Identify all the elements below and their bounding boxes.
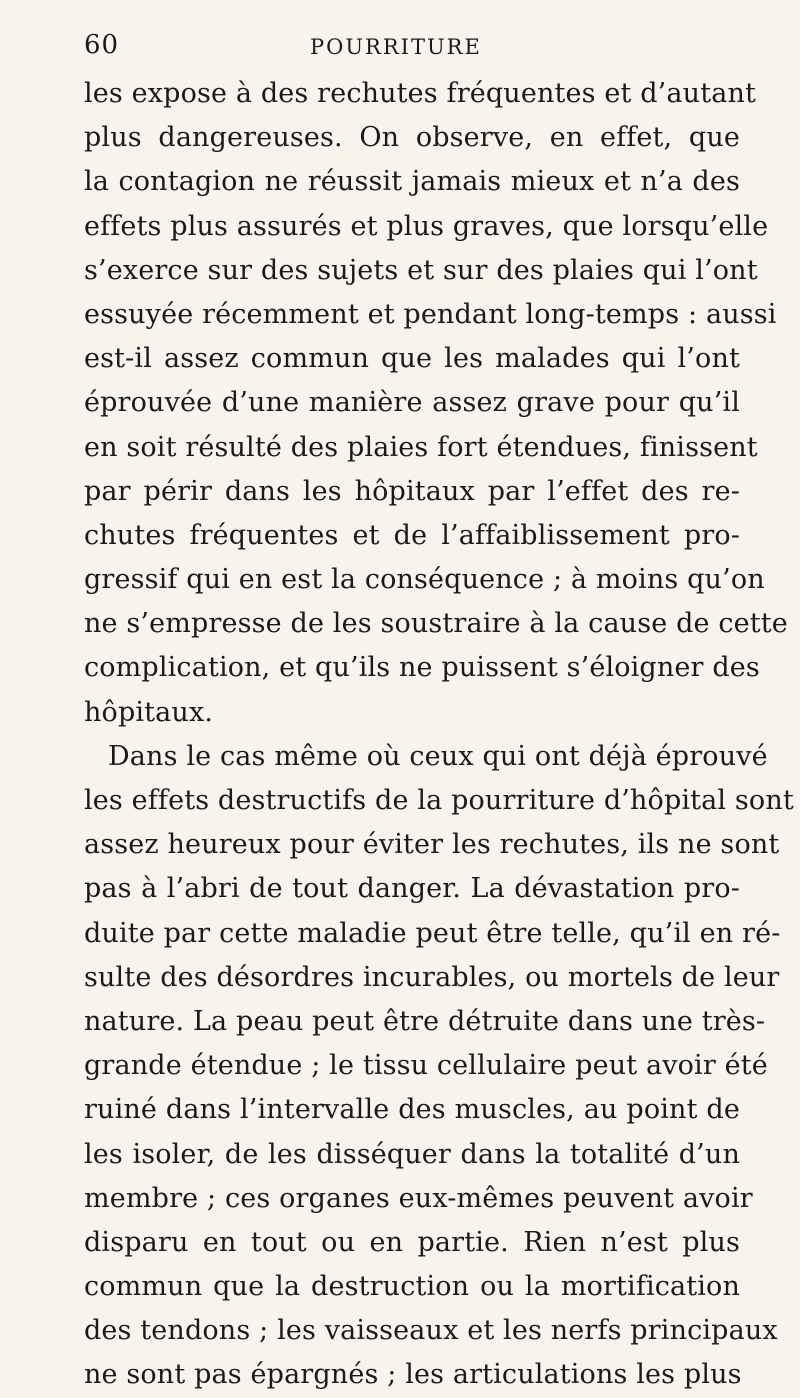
text-line: membre ; ces organes eux-mêmes peuvent avoir (84, 1182, 753, 1214)
text-line: éprouvée d’une manière assez grave pour qu’il (84, 387, 740, 419)
text-line: plus dangereuses. On observe, en effet, que (84, 122, 740, 154)
text-line: grande étendue ; le tissu cellulaire peut avoir été (84, 1050, 768, 1082)
text-line: ruiné dans l’intervalle des muscles, au point de (84, 1094, 740, 1126)
page-number: 60 (84, 30, 120, 60)
text-line: ne sont pas épargnés ; les articulations les plus (84, 1359, 742, 1391)
running-title: POURRITURE (310, 35, 482, 59)
text-line: des tendons ; les vaisseaux et les nerfs principaux (84, 1315, 778, 1347)
text-line: pas à l’abri de tout danger. La dévastation pro- (84, 873, 740, 905)
text-line: la contagion ne réussit jamais mieux et n’a des (84, 166, 740, 198)
text-line: assez heureux pour éviter les rechutes, ils ne sont (84, 829, 780, 861)
body-text (84, 72, 794, 1398)
text-line: duite par cette maladie peut être telle, qu’il en ré- (84, 917, 781, 949)
text-line: les isoler, de les disséquer dans la totalité d’un (84, 1138, 740, 1170)
paragraph-last-line: hôpitaux. (84, 696, 214, 728)
text-line: gressif qui en est la conséquence ; à moins qu’on (84, 564, 765, 596)
text-line: les effets destructifs de la pourriture d’hôpital sont (84, 785, 794, 816)
page-header (84, 22, 734, 64)
text-line: essuyée récemment et pendant long-temps : aussi (84, 298, 777, 330)
text-line: s’exerce sur des sujets et sur des plaies qui l’ont (84, 254, 758, 286)
text-line: effets plus assurés et plus graves, que lorsqu’elle (84, 210, 769, 242)
text-line: les expose à des rechutes fréquentes et d’autant (84, 78, 756, 109)
text-line: est-il assez commun que les malades qui l’ont (84, 343, 740, 375)
text-line: chutes fréquentes et de l’affaiblissement pro- (84, 519, 740, 551)
text-line: sulte des désordres incurables, ou mortels de leur (84, 961, 780, 993)
text-line: disparu en tout ou en partie. Rien n’est plus (84, 1226, 740, 1258)
text-line: nature. La peau peut être détruite dans une très- (84, 1005, 766, 1037)
text-line: complication, et qu’ils ne puissent s’éloigner des (84, 652, 760, 684)
text-line: commun que la destruction ou la mortification (84, 1271, 740, 1303)
text-line: en soit résulté des plaies fort étendues, finissent (84, 431, 758, 463)
text-line: par périr dans les hôpitaux par l’effet des re- (84, 475, 740, 507)
paragraph-first-line: Dans le cas même où ceux qui ont déjà éprouvé (108, 740, 768, 772)
text-line: ne s’empresse de les soustraire à la cause de cette (84, 608, 788, 640)
